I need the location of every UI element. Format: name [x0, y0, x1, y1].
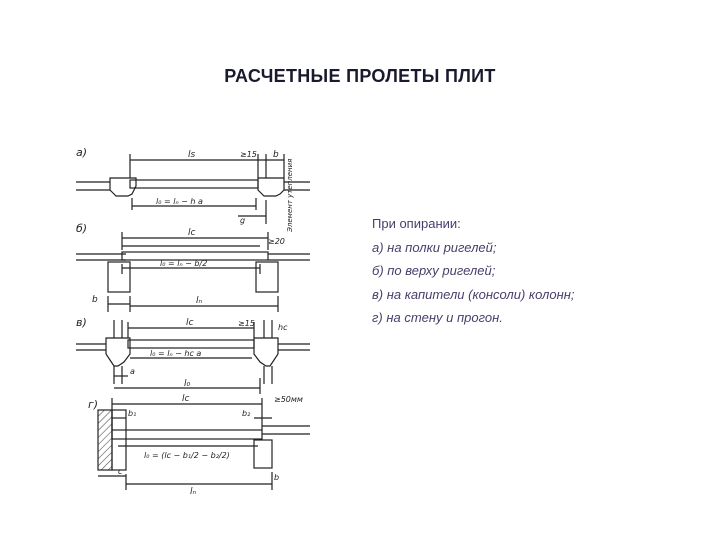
label-v-lc: lc	[186, 318, 194, 328]
panel-label-v: в)	[76, 316, 87, 329]
label-a-formula: l₀ = lₙ − h a	[156, 197, 203, 206]
label-b-formula: l₀ = lₙ − b/2	[160, 259, 208, 268]
slab-v	[128, 340, 254, 348]
capital-right-v	[254, 338, 278, 366]
label-v-formula: l₀ = lₙ − hc a	[150, 349, 202, 358]
label-g-gap: ≥50мм	[274, 395, 303, 404]
label-b-gap: ≥20	[268, 237, 285, 246]
label-b-ln: lₙ	[196, 296, 203, 306]
label-v-l0: l₀	[184, 379, 191, 389]
label-a-ls: ls	[188, 150, 196, 160]
panel-label-g: г)	[88, 398, 99, 411]
panel-label-b: б)	[76, 222, 88, 235]
label-g-lc: lc	[182, 394, 190, 404]
legend-item-a: а) на полки ригелей;	[372, 239, 497, 255]
legend-item-g: г) на стену и прогон.	[372, 310, 503, 325]
label-g-ln: lₙ	[190, 487, 197, 497]
girder-right-b	[256, 262, 278, 292]
panel-a	[76, 154, 310, 224]
support-cases-legend	[372, 212, 672, 330]
girder-left-b	[108, 262, 130, 292]
label-v-hc: hc	[278, 323, 288, 332]
slab-a	[130, 180, 258, 188]
slide-title: РАСЧЕТНЫЕ ПРОЛЕТЫ ПЛИТ	[224, 66, 496, 86]
capital-left-v	[106, 338, 130, 366]
legend-list	[372, 236, 672, 330]
beam-right-a	[258, 178, 284, 196]
label-g-b1: b₁	[128, 409, 137, 418]
legend-item-b: б) по верху ригелей;	[372, 263, 496, 278]
panel-label-a: а)	[76, 146, 88, 159]
legend-item-v: в) на капители (консоли) колонн;	[372, 286, 575, 302]
masonry-wall-g	[98, 410, 112, 470]
legend-heading: При опирании:	[372, 216, 461, 231]
beam-left-a	[110, 178, 136, 196]
label-g-b: b	[274, 473, 280, 482]
label-a-b: b	[273, 150, 279, 160]
label-a-side: Элемент утепления	[286, 158, 294, 232]
purlin-g	[254, 440, 272, 468]
label-b-lc: lc	[188, 228, 196, 238]
slab-g	[112, 430, 262, 439]
slab-span-drawing	[70, 140, 330, 500]
label-a-g: g	[240, 216, 246, 225]
label-g-formula: l₀ = (lc − b₁/2 − b₂/2)	[144, 451, 230, 460]
label-g-b2: b₂	[242, 409, 251, 418]
label-v-gap: ≥15	[238, 319, 255, 328]
label-b-b: b	[92, 295, 98, 305]
label-g-c: c	[118, 467, 123, 476]
label-a-gap: ≥15	[240, 150, 257, 159]
slab-span-drawing-svg	[70, 140, 330, 500]
label-v-a: a	[130, 367, 135, 376]
